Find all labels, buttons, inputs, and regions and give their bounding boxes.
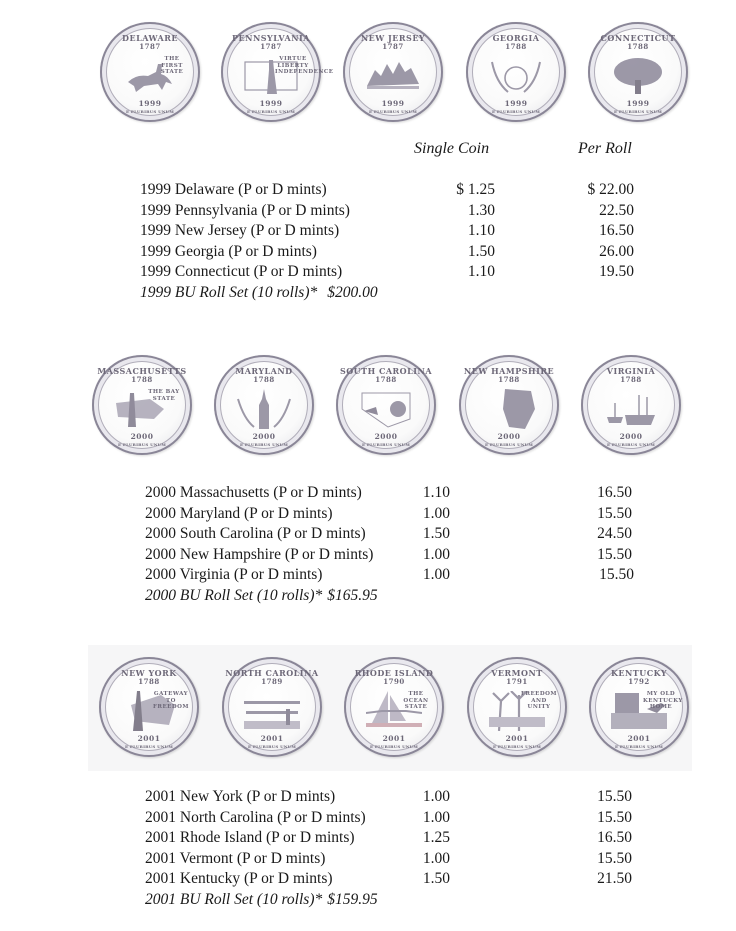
price-row: 2001 Vermont (P or D mints) 1.00 15.50 xyxy=(145,849,632,867)
ships-icon xyxy=(603,389,659,429)
coin-massachusetts: MASSACHUSETTS 1788 THE BAY STATE 2000 E PLURIBUS UNUM xyxy=(92,355,192,455)
price-row: 1999 Pennsylvania (P or D mints) 1.30 22.50 xyxy=(140,201,634,219)
roll-set-price: $200.00 xyxy=(327,283,378,301)
coin-new-jersey: NEW JERSEY 1787 1999 E PLURIBUS UNUM xyxy=(343,22,443,122)
price-row: 2001 Kentucky (P or D mints) 1.50 21.50 xyxy=(145,870,632,888)
old-man-mountain-icon xyxy=(481,389,537,429)
coin-georgia: GEORGIA 1788 1999 E PLURIBUS UNUM xyxy=(466,22,566,122)
roll-set-price: $165.95 xyxy=(327,586,378,604)
roll-set-label: 2001 BU Roll Set (10 rolls)* xyxy=(145,890,323,908)
coin-new-york: NEW YORK 1788 GATEWAY TO FREEDOM 2001 E PLURIBUS UNUM xyxy=(99,657,199,757)
header-per-roll: Per Roll xyxy=(578,140,632,157)
price-row: 1999 Connecticut (P or D mints) 1.10 19.50 xyxy=(140,263,634,281)
coin-connecticut: CONNECTICUT 1788 1999 E PLURIBUS UNUM xyxy=(588,22,688,122)
roll-set-label: 1999 BU Roll Set (10 rolls)* xyxy=(140,283,318,301)
coin-kentucky: KENTUCKY 1792 MY OLD KENTUCKY HOME 2001 E PLURIBUS UNUM xyxy=(589,657,689,757)
price-row: 2001 Rhode Island (P or D mints) 1.25 16.50 xyxy=(145,829,632,847)
price-row: 2000 South Carolina (P or D mints) 1.50 24.50 xyxy=(145,525,632,543)
roll-set-row xyxy=(140,283,660,304)
price-row: 2001 North Carolina (P or D mints) 1.00 15.50 xyxy=(145,808,632,826)
coin-north-carolina: NORTH CAROLINA 1789 2001 E PLURIBUS UNUM xyxy=(222,657,322,757)
coin-south-carolina: SOUTH CAROLINA 1788 2000 E PLURIBUS UNUM xyxy=(336,355,436,455)
header-single-coin: Single Coin xyxy=(414,140,490,157)
roll-set-row xyxy=(145,890,665,911)
wright-flyer-icon xyxy=(244,691,300,731)
state-house-dome-icon xyxy=(236,389,292,429)
price-row: 2000 Massachusetts (P or D mints) 1.10 16.50 xyxy=(145,484,632,501)
price-row: 2000 New Hampshire (P or D mints) 1.00 15.50 xyxy=(145,545,632,563)
coin-new-hampshire: NEW HAMPSHIRE 1788 2000 E PLURIBUS UNUM xyxy=(459,355,559,455)
price-row: 2000 Virginia (P or D mints) 1.00 15.50 xyxy=(145,566,634,584)
price-list-2000 xyxy=(145,483,665,607)
price-row: 1999 New Jersey (P or D mints) 1.10 16.50 xyxy=(140,222,634,240)
price-list-2001 xyxy=(145,787,665,911)
price-list-1999 xyxy=(140,180,660,304)
coin-delaware: DELAWARE 1787 THE FIRST STATE 1999 E PLURIBUS UNUM xyxy=(100,22,200,122)
price-row: 2000 Maryland (P or D mints) 1.00 15.50 xyxy=(145,504,632,522)
coin-virginia: VIRGINIA 1788 2000 E PLURIBUS UNUM xyxy=(581,355,681,455)
roll-set-price: $159.95 xyxy=(327,890,378,908)
price-row: 2001 New York (P or D mints) 1.00 15.50 xyxy=(145,788,632,805)
roll-set-row xyxy=(145,586,665,607)
coin-vermont: VERMONT 1791 FREEDOM AND UNITY 2001 E PLURIBUS UNUM xyxy=(467,657,567,757)
coin-pennsylvania: PENNSYLVANIA 1787 VIRTUE LIBERTY INDEPENDENCE 1999 E PLURIBUS UNUM xyxy=(221,22,321,122)
coin-maryland: MARYLAND 1788 2000 E PLURIBUS UNUM xyxy=(214,355,314,455)
roll-set-label: 2000 BU Roll Set (10 rolls)* xyxy=(145,586,323,604)
price-row: 1999 Delaware (P or D mints) $ 1.25 $ 22.00 xyxy=(140,181,634,198)
price-row: 1999 Georgia (P or D mints) 1.50 26.00 xyxy=(140,242,634,260)
coin-rhode-island: RHODE ISLAND 1790 THE OCEAN STATE 2001 E PLURIBUS UNUM xyxy=(344,657,444,757)
palmetto-wren-icon xyxy=(358,389,414,429)
